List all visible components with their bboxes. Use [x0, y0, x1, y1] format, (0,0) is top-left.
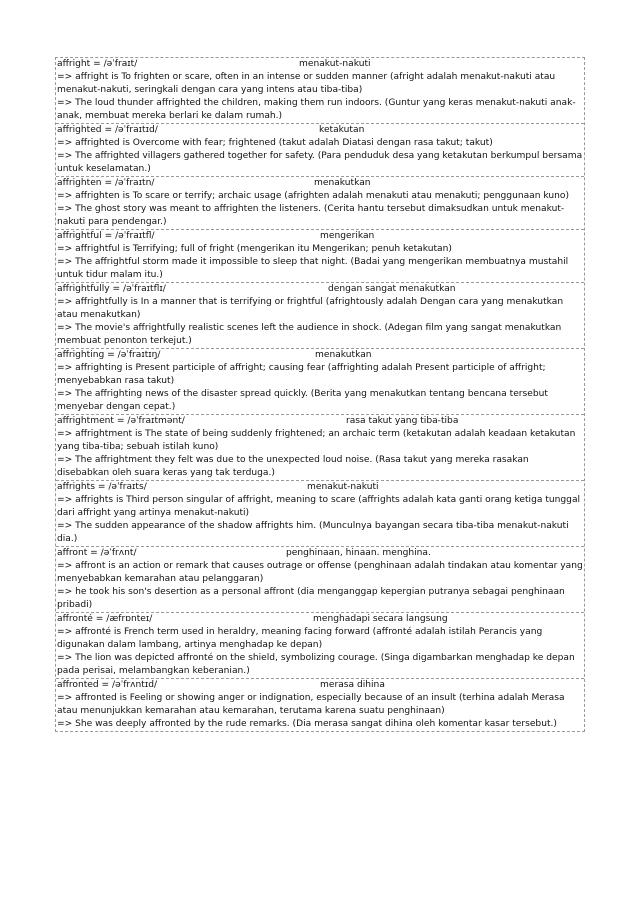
- entry-headline: [56, 349, 584, 362]
- entry-definition: => affrighted is Overcome with fear; frightened (takut adalah Diatasi dengan rasa takut; takut): [57, 138, 493, 148]
- entry-headline: [56, 415, 584, 428]
- headword-pronunciation: affronté = /æfrɒnteɪ/: [57, 614, 153, 624]
- entry-definition: => affrighting is Present participle of affright; causing fear (affrighting adalah Present participle of affright; menyebabkan rasa takut): [57, 363, 546, 386]
- entry-translation: menakutkan: [314, 178, 371, 188]
- entry-translation: menakutkan: [315, 350, 372, 360]
- entry-headline: [56, 58, 584, 71]
- entry-definition: => affrightful is Terrifying; full of fright (mengerikan itu Mengerikan; penuh ketakutan): [57, 244, 452, 254]
- headword-pronunciation: affrighted = /əˈfraɪtɪd/: [57, 125, 158, 135]
- dictionary-entry: [56, 480, 584, 546]
- entry-headline: [56, 547, 584, 560]
- entry-headline: [56, 230, 584, 243]
- entry-headline: [56, 481, 584, 494]
- entry-translation: menakut-nakuti: [307, 482, 379, 492]
- entry-definition: => affronted is Feeling or showing anger or indignation, especially because of an insult (terhina adalah Merasa atau menunjukkan kemarahan atau kemarahan, terutama karena suatu penghinaan): [57, 693, 565, 716]
- entry-definition: => affrightfully is In a manner that is terrifying or frightful (afrightously adalah Dengan cara yang menakutkan atau menakutkan): [57, 297, 564, 320]
- entry-headline: [56, 613, 584, 626]
- entry-translation: rasa takut yang tiba-tiba: [346, 416, 459, 426]
- dictionary-entry: [56, 678, 584, 731]
- headword-pronunciation: affrightfully = /əˈfraɪtflɪ/: [57, 284, 166, 294]
- headword-pronunciation: affrightful = /əˈfraɪtfl/: [57, 231, 155, 241]
- entry-translation: mengerikan: [320, 231, 375, 241]
- entry-headline: [56, 283, 584, 296]
- entry-definition: => affrights is Third person singular of affright, meaning to scare (affrights adalah kata ganti orang ketiga tunggal dari affright yang artinya menakut-nakuti): [57, 495, 581, 518]
- dictionary-entry: [56, 58, 584, 123]
- headword-pronunciation: affrightment = /əˈfraɪtmənt/: [57, 416, 185, 426]
- entry-example: => The loud thunder affrighted the children, making them run indoors. (Guntur yang keras menakut-nakuti anak-anak, membuat mereka berlari ke dalam rumah.): [57, 98, 576, 121]
- entry-translation: menakut-nakuti: [299, 59, 371, 69]
- dictionary-entry: [56, 176, 584, 229]
- headword-pronunciation: affrights = /əˈfraɪts/: [57, 482, 147, 492]
- entry-example: => The affrightment they felt was due to the unexpected loud noise. (Rasa takut yang mereka rasakan disebabkan oleh suara keras yang tak terduga.): [57, 455, 529, 478]
- entry-definition: => affrighten is To scare or terrify; archaic usage (afrighten adalah menakuti atau menakuti; penggunaan kuno): [57, 191, 570, 201]
- entry-example: => The lion was depicted affronté on the shield, symbolizing courage. (Singa digambarkan menghadap ke depan pada perisai, melambangkan keberanian.): [57, 653, 575, 676]
- entry-translation: merasa dihina: [320, 680, 385, 690]
- entry-example: => She was deeply affronted by the rude remarks. (Dia merasa sangat dihina oleh komentar kasar tersebut.): [57, 719, 557, 729]
- entry-definition: => affright is To frighten or scare, often in an intense or sudden manner (afright adalah menakut-nakuti atau menakut-nakuti, seringkali dengan cara yang intens atau tiba-tiba): [57, 72, 556, 95]
- dictionary-entry: [56, 123, 584, 176]
- dictionary-entry: [56, 229, 584, 282]
- entry-example: => The affrighted villagers gathered together for safety. (Para penduduk desa yang ketakutan berkumpul bersama untuk keselamatan.): [57, 151, 583, 174]
- dictionary-entry: [56, 348, 584, 414]
- entry-example: => The sudden appearance of the shadow affrights him. (Munculnya bayangan secara tiba-tiba menakut-nakuti dia.): [57, 521, 569, 544]
- entry-headline: [56, 124, 584, 137]
- entry-translation: ketakutan: [319, 125, 365, 135]
- entry-translation: menghadapi secara langsung: [313, 614, 448, 624]
- dictionary-entry: [56, 414, 584, 480]
- entry-example: => The affrighting news of the disaster spread quickly. (Berita yang menakutkan tentang bencana tersebut menyebar dengan cepat.): [57, 389, 548, 412]
- headword-pronunciation: affright = /əˈfraɪt/: [57, 59, 138, 69]
- entry-example: pribadi): [57, 600, 93, 610]
- headword-pronunciation: affrighten = /əˈfraɪtn/: [57, 178, 155, 188]
- entry-definition: => affronté is French term used in heraldry, meaning facing forward (affronté adalah istilah Perancis yang digunakan dalam lambang, artinya menghadap ke depan): [57, 627, 543, 650]
- entry-example: => he took his son's desertion as a personal affront (dia menganggap kepergian putranya sebagai penghinaan: [57, 587, 565, 597]
- dictionary-page: [55, 57, 585, 732]
- headword-pronunciation: affront = /əˈfrʌnt/: [57, 548, 137, 558]
- entry-translation: penghinaan, hinaan. menghina.: [286, 548, 431, 558]
- entry-example: => The movie's affrightfully realistic scenes left the audience in shock. (Adegan film yang sangat menakutkan membuat penonton terkejut.): [57, 323, 562, 346]
- entry-headline: [56, 177, 584, 190]
- dictionary-entry: [56, 546, 584, 612]
- entry-example: => The ghost story was meant to affrighten the listeners. (Cerita hantu tersebut dimaksudkan untuk menakut-nakuti para pendengar.): [57, 204, 565, 227]
- entry-definition: => affront is an action or remark that causes outrage or offense (penghinaan adalah tindakan atau komentar yang menyebabkan kemarahan atau pelanggaran): [57, 561, 583, 584]
- dictionary-entry: [56, 282, 584, 348]
- entry-example: => The affrightful storm made it impossible to sleep that night. (Badai yang mengerikan membuatnya mustahil untuk tidur malam itu.): [57, 257, 569, 280]
- dictionary-entry: [56, 612, 584, 678]
- headword-pronunciation: affrighting = /əˈfraɪtɪŋ/: [57, 350, 161, 360]
- headword-pronunciation: affronted = /əˈfrʌntɪd/: [57, 680, 158, 690]
- entry-definition: => affrightment is The state of being suddenly frightened; an archaic term (ketakutan adalah keadaan ketakutan yang tiba-tiba; sebuah istilah kuno): [57, 429, 576, 452]
- entry-headline: [56, 679, 584, 692]
- entry-translation: dengan sangat menakutkan: [328, 284, 456, 294]
